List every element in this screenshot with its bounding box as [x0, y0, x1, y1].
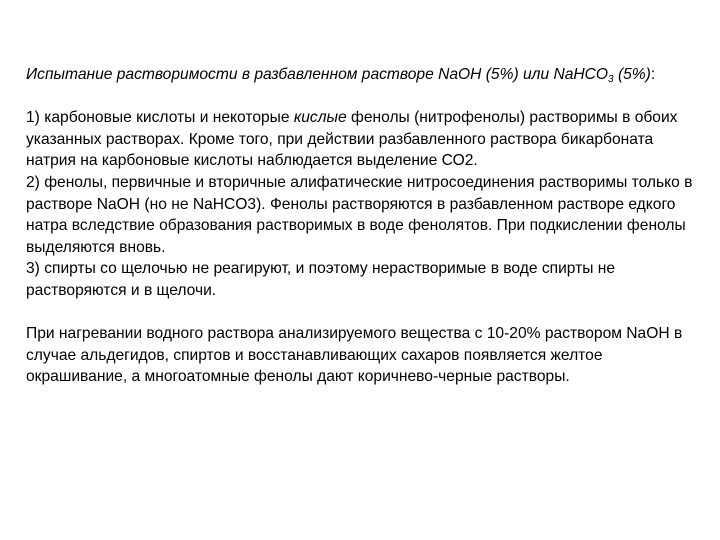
- heading-text-end: (5%): [613, 66, 651, 83]
- item-3: 3) спирты со щелочью не реагируют, и поэтому нерастворимые в воде спирты не растворяются и в щелочи.: [26, 260, 616, 299]
- heading-subscript: 3: [608, 74, 614, 85]
- item-1-emphasis: кислые: [293, 109, 347, 127]
- item-1-text-end: фенолы (нитрофенолы) растворимы в обоих указанных растворах. Кроме того, при действии разбавленного раствора бикарбоната натрия на карбоновые кислоты наблюдается выделение СО2.: [26, 109, 678, 170]
- item-1-text: 1) карбоновые кислоты и некоторые: [26, 109, 294, 127]
- spacer: [26, 302, 702, 324]
- item-2: 2) фенолы, первичные и вторичные алифатические нитросоединения растворимы только в растворе NaOH (но не NaHCO3). Фенолы растворяются в разбавленном растворе едкого натра вследствие образования растворимых в воде фенолятов. При подкислении фенолы выделяются вновь.: [26, 173, 693, 256]
- closing-paragraph: При нагревании водного раствора анализируемого вещества с 10-20% раствором NaOH в случае альдегидов, спиртов и восстанавливающих сахаров появляется желтое окрашивание, а многоатомные фенолы дают коричнево-черные растворы.: [26, 325, 683, 386]
- heading: [26, 64, 702, 86]
- text-body: [26, 64, 702, 388]
- spacer: [26, 86, 702, 108]
- item-1: [26, 107, 702, 172]
- heading-colon: :: [650, 66, 656, 83]
- heading-text: Испытание растворимости в разбавленном растворе NaOH (5%) или NaHCO: [26, 66, 609, 83]
